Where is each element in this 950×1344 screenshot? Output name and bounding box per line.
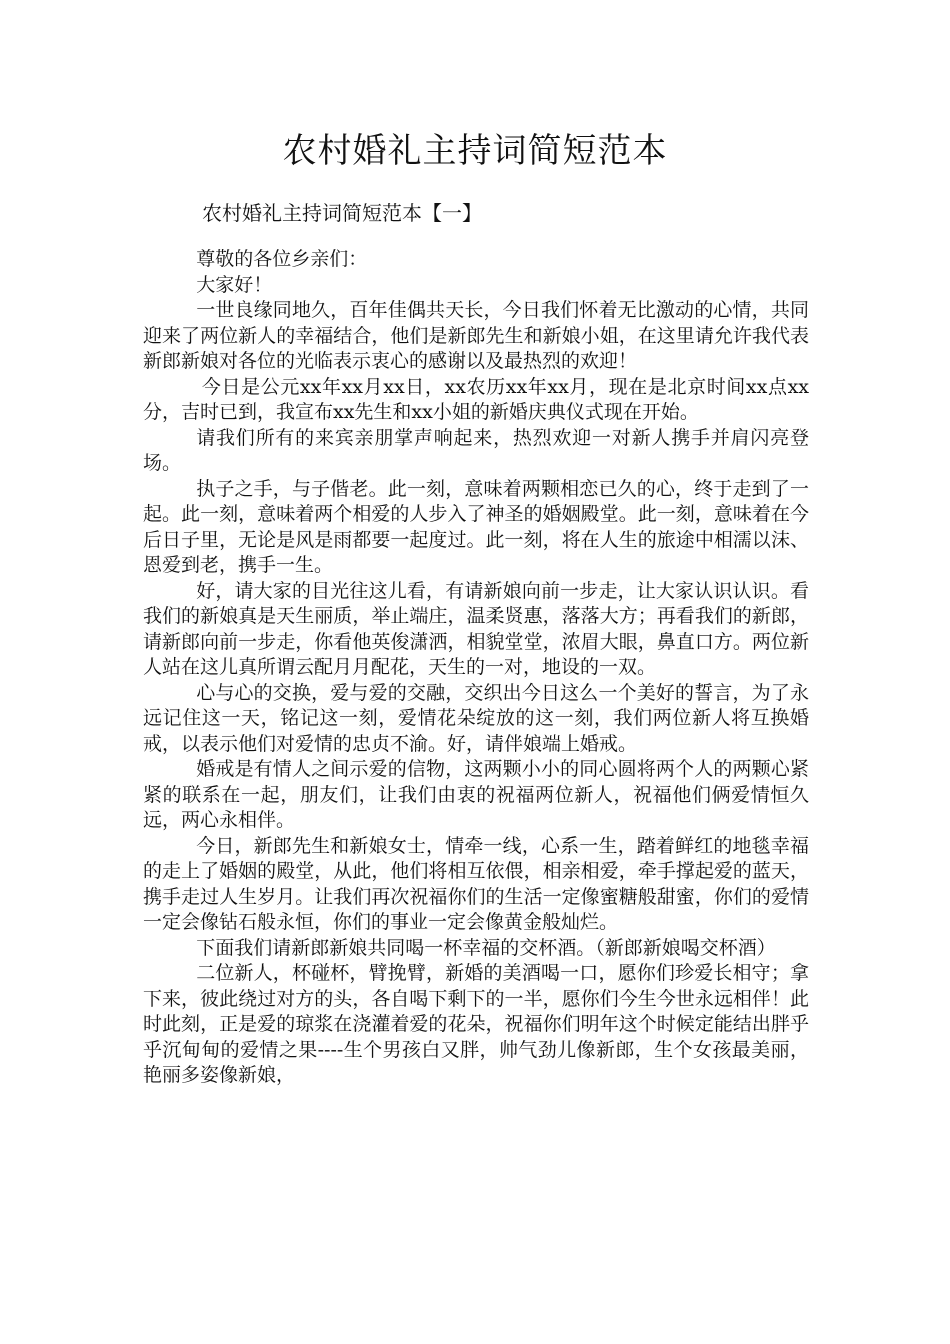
paragraph: 心与心的交换，爱与爱的交融，交织出今日这么一个美好的誓言，为了永远记住这一天，铭记这一刻，爱情花朵绽放的这一刻，我们两位新人将互换婚戒，以表示他们对爱情的忠贞不渝。好，请伴娘端上婚戒。 <box>143 681 809 755</box>
paragraph: 今日，新郎先生和新娘女士，情牵一线，心系一生，踏着鲜红的地毯幸福的走上了婚姻的殿堂，从此，他们将相互依偎，相亲相爱，牵手撑起爱的蓝天，携手走过人生岁月。让我们再次祝福你们的生活一定像蜜糖般甜蜜，你们的爱情一定会像钻石般永恒，你们的事业一定会像黄金般灿烂。 <box>143 834 809 933</box>
paragraph: 婚戒是有情人之间示爱的信物，这两颗小小的同心圆将两个人的两颗心紧紧的联系在一起，朋友们，让我们由衷的祝福两位新人，祝福他们俩爱情恒久远，两心永相伴。 <box>143 758 809 831</box>
paragraph: 执子之手，与子偕老。此一刻，意味着两颗相恋已久的心，终于走到了一起。此一刻，意味着两个相爱的人步入了神圣的婚姻殿堂。此一刻，意味着在今后日子里，无论是风是雨都要一起度过。此一刻，将在人生的旅途中相濡以沫、恩爱到老，携手一生。 <box>143 477 809 576</box>
paragraph: 下面我们请新郎新娘共同喝一杯幸福的交杯酒。（新郎新娘喝交杯酒） <box>196 936 776 959</box>
document-body <box>143 247 809 1089</box>
paragraph: 一世良缘同地久，百年佳偶共天长，今日我们怀着无比激动的心情，共同迎来了两位新人的幸福结合，他们是新郎先生和新娘小姐，在这里请允许我代表新郎新娘对各位的光临表示衷心的感谢以及最热烈的欢迎！ <box>143 299 809 372</box>
paragraph: 二位新人，杯碰杯，臂挽臂，新婚的美酒喝一口，愿你们珍爱长相守；拿下来，彼此绕过对方的头，各自喝下剩下的一半，愿你们今生今世永远相伴！此时此刻，正是爱的琼浆在浇灌着爱的花朵，祝福你们明年这个时候定能结出胖乎乎沉甸甸的爱情之果----生个男孩白又胖，帅气劲儿像新郎，生个女孩最美丽，艳丽多姿像新娘， <box>143 962 809 1086</box>
paragraph: 请我们所有的来宾亲朋掌声响起来，热烈欢迎一对新人携手并肩闪亮登场。 <box>143 426 809 474</box>
document-title: 农村婚礼主持词简短范本 <box>282 131 668 171</box>
paragraph: 好，请大家的目光往这儿看，有请新娘向前一步走，让大家认识认识。看我们的新娘真是天生丽质，举止端庄，温柔贤惠，落落大方；再看我们的新郎，请新郎向前一步走，你看他英俊潇洒，相貌堂堂，浓眉大眼，鼻直口方。两位新人站在这儿真所谓云配月月配花，天生的一对，地设的一双。 <box>143 579 809 678</box>
section-heading: 农村婚礼主持词简短范本【一】 <box>202 201 482 225</box>
paragraph-greeting: 大家好！ <box>196 273 273 296</box>
paragraph-salutation: 尊敬的各位乡亲们： <box>196 248 368 270</box>
paragraph: 今日是公元xx年xx月xx日，xx农历xx年xx月，现在是北京时间xx点xx分，吉时已到，我宣布xx先生和xx小姐的新婚庆典仪式现在开始。 <box>143 375 809 423</box>
